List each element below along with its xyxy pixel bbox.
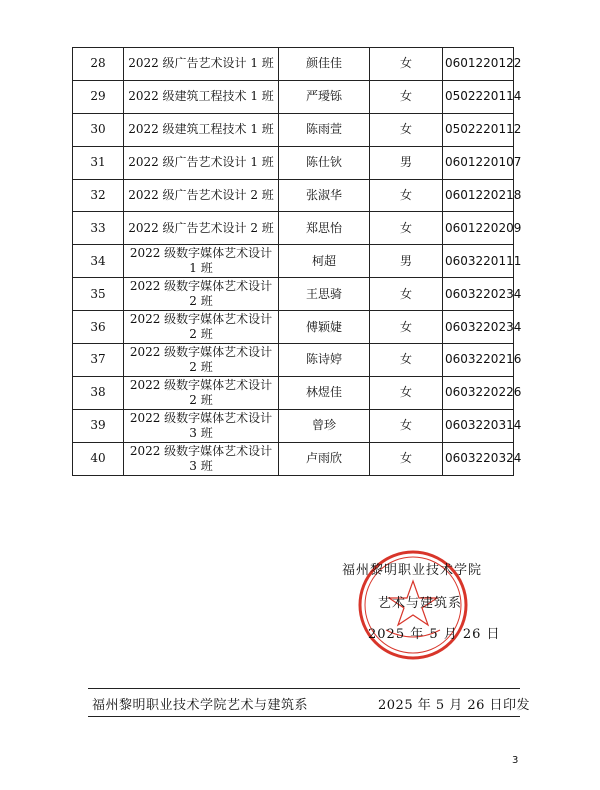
student-id-cell: 0502220114	[443, 80, 514, 113]
table-row	[73, 376, 514, 409]
class-cell: 2022 级建筑工程技术 1 班	[124, 80, 279, 113]
student-name-cell: 颜佳佳	[279, 48, 370, 81]
table-row	[73, 245, 514, 278]
table-row	[73, 212, 514, 245]
roster-body	[73, 48, 522, 476]
footer-bottom-rule	[88, 716, 520, 717]
student-id-cell: 0603220234	[443, 311, 514, 344]
student-name-cell: 张淑华	[279, 179, 370, 212]
class-cell: 2022 级广告艺术设计 1 班	[124, 48, 279, 81]
student-id-cell: 0603220111	[443, 245, 514, 278]
gender-cell: 女	[370, 113, 443, 146]
gender-cell: 女	[370, 179, 443, 212]
signature-date: 2025 年 5 月 26 日	[368, 627, 501, 642]
student-name-cell: 傅颖婕	[279, 311, 370, 344]
gender-cell: 男	[370, 146, 443, 179]
footer-issuer: 福州黎明职业技术学院艺术与建筑系	[92, 698, 309, 713]
student-id-cell: 0603220226	[443, 376, 514, 409]
gender-cell: 女	[370, 442, 443, 475]
row-number-cell: 28	[73, 48, 124, 81]
student-id-cell: 0601220218	[443, 179, 514, 212]
student-id-cell: 0502220112	[443, 113, 514, 146]
student-id-cell: 0603220216	[443, 344, 514, 377]
table-row	[73, 311, 514, 344]
student-name-cell: 陈仕钬	[279, 146, 370, 179]
footer-issue-date: 2025 年 5 月 26 日印发	[378, 698, 531, 713]
row-number-cell: 37	[73, 344, 124, 377]
student-name-cell: 郑思怡	[279, 212, 370, 245]
gender-cell: 女	[370, 278, 443, 311]
student-name-cell: 卢雨欣	[279, 442, 370, 475]
row-number-cell: 33	[73, 212, 124, 245]
student-id-cell: 0601220107	[443, 146, 514, 179]
student-id-cell: 0601220122	[443, 48, 514, 81]
gender-cell: 女	[370, 48, 443, 81]
class-cell: 2022 级数字媒体艺术设计 3 班	[124, 409, 279, 442]
student-name-cell: 曾珍	[279, 409, 370, 442]
student-id-cell: 0603220314	[443, 409, 514, 442]
row-number-cell: 35	[73, 278, 124, 311]
class-cell: 2022 级建筑工程技术 1 班	[124, 113, 279, 146]
row-number-cell: 30	[73, 113, 124, 146]
gender-cell: 女	[370, 376, 443, 409]
table-row	[73, 278, 514, 311]
gender-cell: 男	[370, 245, 443, 278]
table-row	[73, 113, 514, 146]
table-row	[73, 344, 514, 377]
class-cell: 2022 级数字媒体艺术设计 2 班	[124, 311, 279, 344]
student-name-cell: 王思骑	[279, 278, 370, 311]
gender-cell: 女	[370, 212, 443, 245]
class-cell: 2022 级广告艺术设计 2 班	[124, 212, 279, 245]
row-number-cell: 40	[73, 442, 124, 475]
table-row	[73, 80, 514, 113]
student-id-cell: 0603220234	[443, 278, 514, 311]
student-id-cell: 0603220324	[443, 442, 514, 475]
signature-school: 福州黎明职业技术学院	[342, 563, 483, 578]
table-row	[73, 442, 514, 475]
gender-cell: 女	[370, 344, 443, 377]
student-name-cell: 陈雨萱	[279, 113, 370, 146]
footer-top-rule	[88, 688, 520, 689]
student-name-cell: 严璦铄	[279, 80, 370, 113]
row-number-cell: 38	[73, 376, 124, 409]
class-cell: 2022 级广告艺术设计 2 班	[124, 179, 279, 212]
class-cell: 2022 级数字媒体艺术设计 2 班	[124, 376, 279, 409]
row-number-cell: 36	[73, 311, 124, 344]
student-name-cell: 柯超	[279, 245, 370, 278]
table-row	[73, 409, 514, 442]
class-cell: 2022 级数字媒体艺术设计 3 班	[124, 442, 279, 475]
row-number-cell: 31	[73, 146, 124, 179]
page-number: 3	[512, 755, 519, 766]
class-cell: 2022 级数字媒体艺术设计 2 班	[124, 278, 279, 311]
student-roster-table	[72, 47, 522, 476]
class-cell: 2022 级数字媒体艺术设计 1 班	[124, 245, 279, 278]
row-number-cell: 34	[73, 245, 124, 278]
table-row	[73, 48, 514, 81]
row-number-cell: 29	[73, 80, 124, 113]
gender-cell: 女	[370, 80, 443, 113]
signature-department: 艺术与建筑系	[378, 596, 463, 611]
row-number-cell: 32	[73, 179, 124, 212]
class-cell: 2022 级广告艺术设计 1 班	[124, 146, 279, 179]
class-cell: 2022 级数字媒体艺术设计 2 班	[124, 344, 279, 377]
gender-cell: 女	[370, 409, 443, 442]
student-id-cell: 0601220209	[443, 212, 514, 245]
row-number-cell: 39	[73, 409, 124, 442]
student-name-cell: 林煜佳	[279, 376, 370, 409]
student-name-cell: 陈诗婷	[279, 344, 370, 377]
table-row	[73, 179, 514, 212]
table-row	[73, 146, 514, 179]
gender-cell: 女	[370, 311, 443, 344]
